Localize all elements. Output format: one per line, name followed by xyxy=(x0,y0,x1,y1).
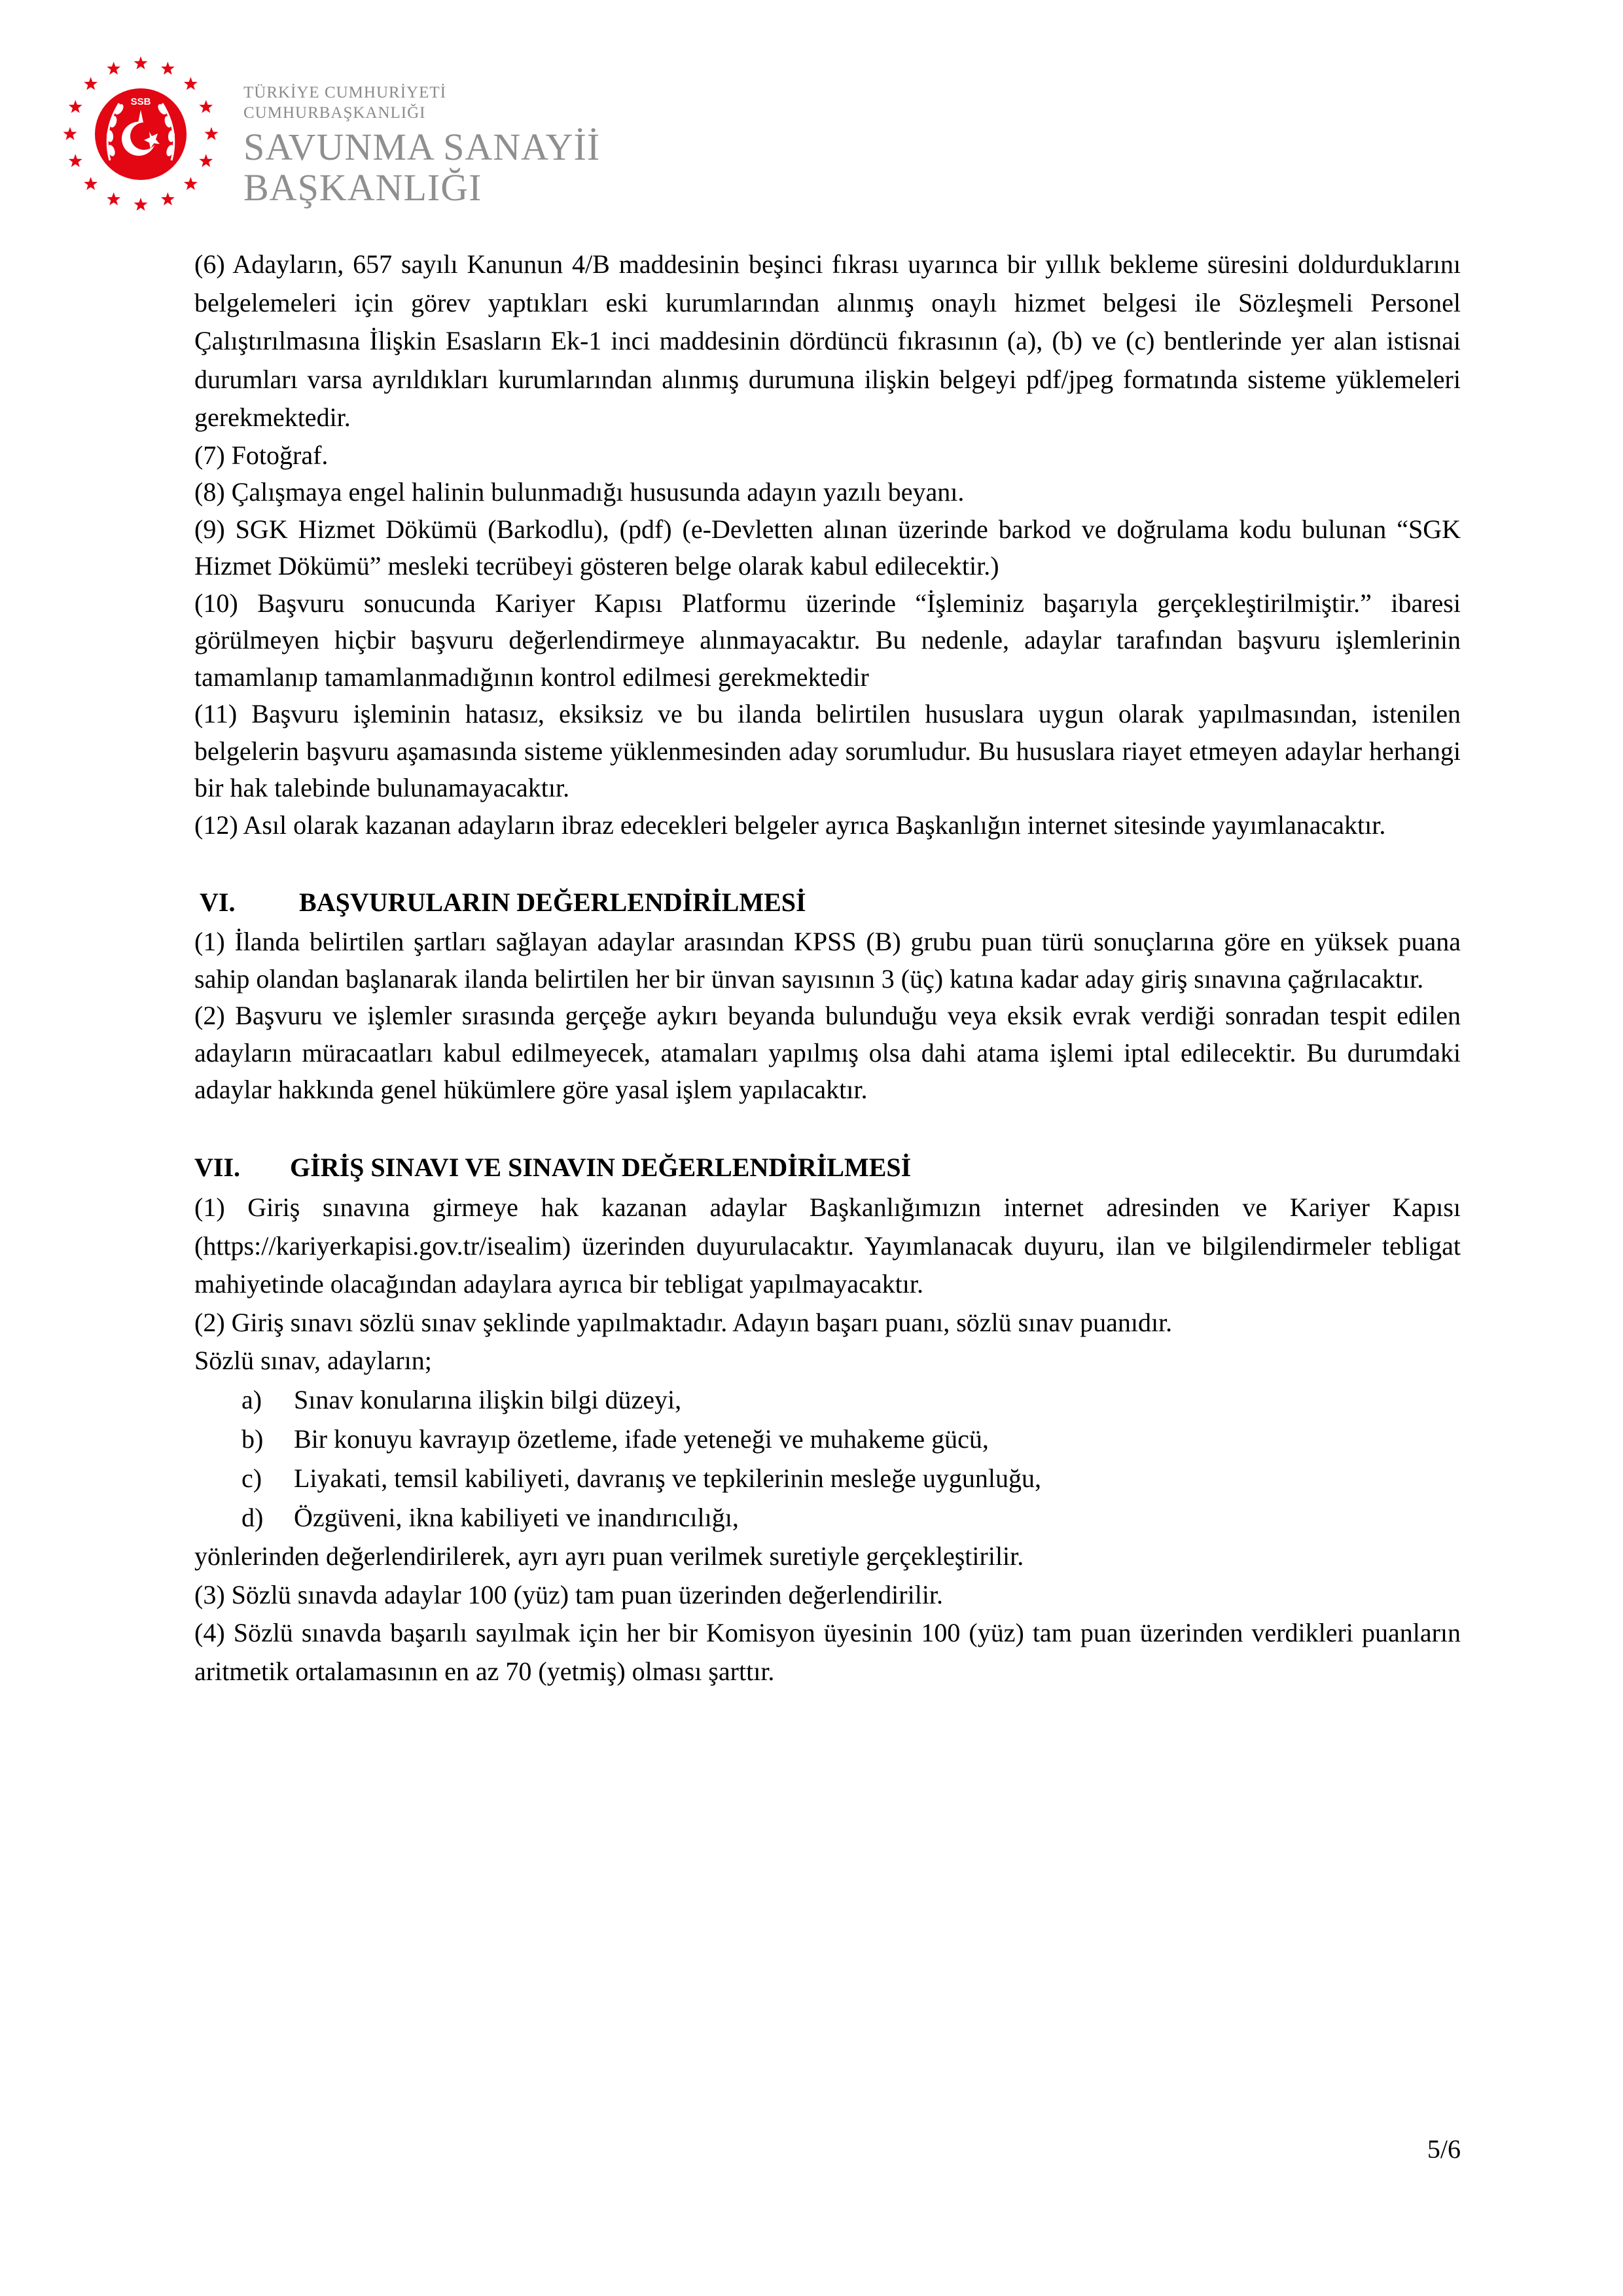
section-vii-paragraph-3: (3) Sözlü sınavda adaylar 100 (yüz) tam puan üzerinden değerlendirilir. xyxy=(194,1579,944,1609)
section-vii-paragraph-4: (4) Sözlü sınavda başarılı sayılmak için her bir Komisyon üyesinin 100 (yüz) tam puan üzerinden verdikleri puanların aritmetik ortalamasının en az 70 (yetmiş) olması şarttır. xyxy=(194,1618,1461,1686)
section-heading-vii xyxy=(194,1149,1461,1186)
emblem-star-icon xyxy=(134,56,148,69)
emblem-star-icon xyxy=(84,177,98,190)
section-vi-paragraph-2: (2) Başvuru ve işlemler sırasında gerçeğe aykırı beyanda bulunduğu veya eksik evrak verdiği sonradan tespit edilen adayların müracaatları kabul edilmeyecek, atamaları yapılmış olsa dahi atama işlemi iptal edilecektir. Bu durumdaki adaylar hakkında genel hükümlere göre yasal işlem yapılacaktır. xyxy=(194,1001,1461,1105)
paragraph-6: (6) Adayların, 657 sayılı Kanunun 4/B maddesinin beşinci fıkrası uyarınca bir yıllık bekleme süresini doldurduklarını belgelemeleri için görev yaptıkları eski kurumlarından alınmış onaylı hizmet belgesi ile Sözleşmeli Personel Çalıştırılmasına İlişkin Esasların Ek-1 inci maddesinin dördüncü fıkrasının (a), (b) ve (c) bentlerinde yer alan istisnai durumları varsa ayrıldıkları kurumlarından alınmış durumuna ilişkin belgeyi pdf/jpeg formatında sisteme yüklemeleri gerekmektedir. xyxy=(194,249,1461,433)
list-text: Sınav konularına ilişkin bilgi düzeyi, xyxy=(294,1384,682,1414)
ssb-emblem-logo xyxy=(59,52,223,216)
section-vii-paragraph-2-closing: yönlerinden değerlendirilerek, ayrı ayrı puan verilmek suretiyle gerçekleştirilir. xyxy=(194,1541,1024,1571)
emblem-star-icon xyxy=(184,177,198,190)
list-marker: d) xyxy=(241,1502,264,1532)
list-text: Özgüveni, ikna kabiliyeti ve inandırıcılığı, xyxy=(294,1502,739,1532)
org-line-name-2: BAŞKANLIĞI xyxy=(243,166,482,209)
emblem-star-icon xyxy=(134,198,148,211)
page-number: 5/6 xyxy=(1427,2134,1461,2164)
list-marker: b) xyxy=(241,1424,264,1454)
section-title: GİRİŞ SINAVI VE SINAVIN DEĞERLENDİRİLMESİ xyxy=(290,1152,912,1182)
emblem-star-icon xyxy=(205,127,219,140)
document-body xyxy=(194,245,1461,1691)
list-marker: c) xyxy=(241,1463,262,1493)
section-vii-paragraph-2: (2) Giriş sınavı sözlü sınav şeklinde yapılmaktadır. Adayın başarı puanı, sözlü sınav puanıdır. xyxy=(194,1307,1173,1337)
paragraph-10: (10) Başvuru sonucunda Kariyer Kapısı Platformu üzerinde “İşleminiz başarıyla gerçekleştirilmiştir.” ibaresi görülmeyen hiçbir başvuru değerlendirmeye alınmayacaktır. Bu nedenle, adaylar tarafından başvuru işlemlerinin tamamlanıp tamamlanmadığının kontrol edilmesi gerekmektedir xyxy=(194,588,1461,692)
emblem-label: SSB xyxy=(130,96,151,107)
org-line-country: TÜRKİYE CUMHURİYETİ xyxy=(243,84,446,101)
list-item xyxy=(194,1420,1461,1459)
paragraph-11: (11) Başvuru işleminin hatasız, eksiksiz ve bu ilanda belirtilen hususlara uygun olarak yapılmasından, istenilen belgelerin başvuru aşamasında sisteme yüklenmesinden aday sorumludur. Bu hususlara riayet etmeyen adaylar herhangi bir hak talebinde bulunamayacaktır. xyxy=(194,699,1461,803)
emblem-star-icon xyxy=(69,154,82,167)
emblem-star-icon xyxy=(199,100,213,113)
section-vii-paragraph-1: (1) Giriş sınavına girmeye hak kazanan adaylar Başkanlığımızın internet adresinden ve Kariyer Kapısı (https://kariyerkapisi.gov.tr/isealim) üzerinden duyurulacaktır. Yayımlanacak duyuru, ilan ve bilgilendirmeler tebligat mahiyetinde olacağından adaylara ayrıca bir tebligat yapılmayacaktır. xyxy=(194,1192,1461,1299)
org-line-name: SAVUNMA SANAYİİ xyxy=(243,126,601,168)
paragraph-12: (12) Asıl olarak kazanan adayların ibraz edecekleri belgeler ayrıca Başkanlığın internet sitesinde yayımlanacaktır. xyxy=(194,810,1386,840)
emblem-star-icon xyxy=(69,100,82,113)
emblem-star-icon xyxy=(199,154,213,167)
section-title: BAŞVURULARIN DEĞERLENDİRİLMESİ xyxy=(299,888,806,918)
org-line-presidency: CUMHURBAŞKANLIĞI xyxy=(243,104,426,122)
emblem-star-icon xyxy=(107,62,120,75)
list-text: Liyakati, temsil kabiliyeti, davranış ve tepkilerinin mesleğe uygunluğu, xyxy=(294,1463,1041,1493)
list-marker: a) xyxy=(241,1384,262,1414)
emblem-star-icon xyxy=(84,77,98,90)
organization-name xyxy=(243,82,600,208)
emblem-star-icon xyxy=(184,77,198,90)
section-vii-paragraph-2-intro: Sözlü sınav, adayların; xyxy=(194,1346,432,1376)
list-item xyxy=(194,1380,1461,1420)
emblem-star-icon xyxy=(107,192,120,206)
paragraph-7: (7) Fotoğraf. xyxy=(194,440,329,470)
paragraph-9: (9) SGK Hizmet Dökümü (Barkodlu), (pdf) (e-Devletten alınan üzerinde barkod ve doğrulama kodu bulunan “SGK Hizmet Dökümü” mesleki tecrübeyi gösteren belge olarak kabul edilecektir.) xyxy=(194,514,1461,581)
paragraph-8: (8) Çalışmaya engel halinin bulunmadığı hususunda adayın yazılı beyanı. xyxy=(194,477,965,507)
list-item xyxy=(194,1498,1461,1537)
emblem-star-icon xyxy=(161,62,175,75)
criteria-list xyxy=(194,1380,1461,1537)
section-number: VI. xyxy=(200,888,236,918)
section-number: VII. xyxy=(194,1152,241,1182)
list-text: Bir konuyu kavrayıp özetleme, ifade yeteneği ve muhakeme gücü, xyxy=(294,1424,989,1454)
emblem-star-icon xyxy=(161,192,175,206)
section-heading-vi xyxy=(194,884,1461,921)
page-header xyxy=(59,52,648,223)
list-item xyxy=(194,1459,1461,1498)
section-vi-paragraph-1: (1) İlanda belirtilen şartları sağlayan adaylar arasından KPSS (B) grubu puan türü sonuçlarına göre en yüksek puana sahip olandan başlanarak ilanda belirtilen her bir ünvan sayısının 3 (üç) katına kadar aday giriş sınavına çağrılacaktır. xyxy=(194,927,1461,994)
emblem-star-icon xyxy=(63,127,77,140)
